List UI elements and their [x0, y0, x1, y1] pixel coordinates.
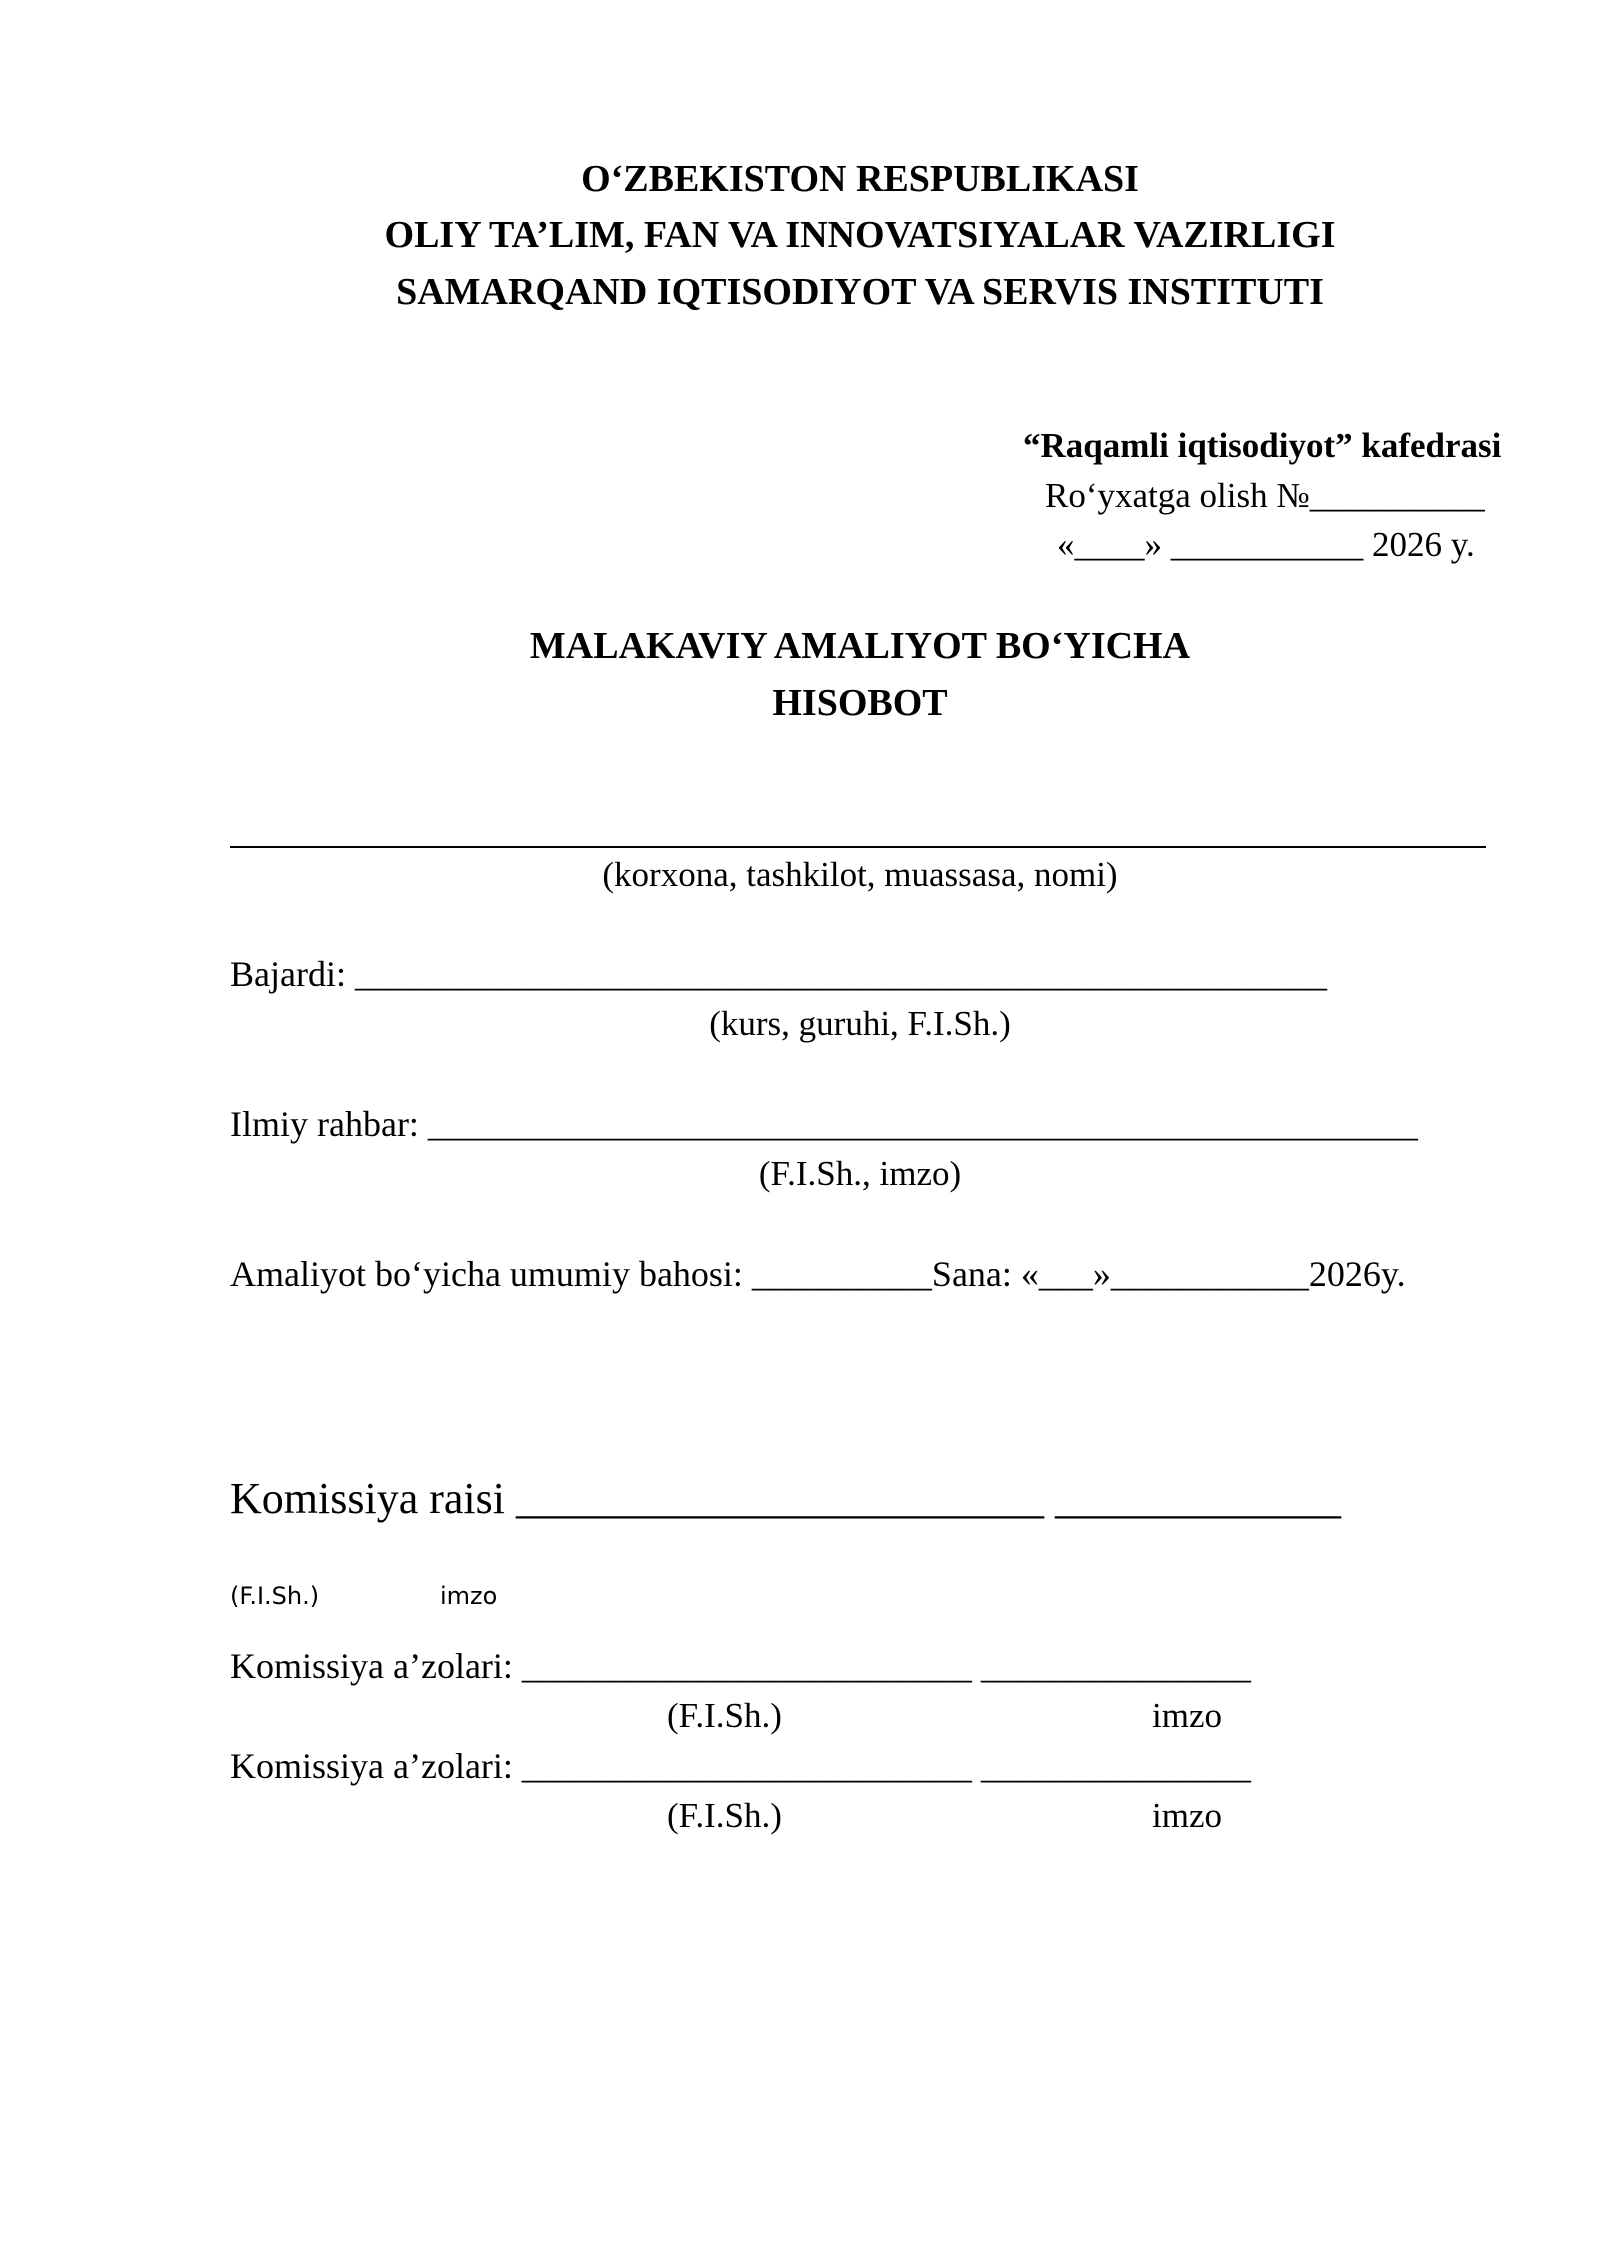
commission-member-name-caption: (F.I.Sh.) — [667, 1696, 782, 1735]
performer-field: Bajardi: ______________________________________________________ — [230, 954, 1327, 994]
header-line-3: SAMARQAND IQTISODIYOT VA SERVIS INSTITUTI — [396, 271, 1324, 313]
header-line-2: OLIY TA’LIM, FAN VA INNOVATSIYALAR VAZIRLIGI — [384, 214, 1336, 256]
supervisor-caption: (F.I.Sh., imzo) — [758, 1154, 962, 1193]
commission-member-name-caption: (F.I.Sh.) — [667, 1796, 782, 1835]
organization-name-line — [230, 846, 1486, 848]
commission-member-field: Komissiya a’zolari: _________________________ _______________ — [230, 1746, 1251, 1786]
report-title-line-2: HISOBOT — [772, 682, 948, 724]
registration-number: Ro‘yxatga olish №__________ — [1045, 476, 1485, 515]
commission-member-signature-caption: imzo — [1152, 1696, 1222, 1735]
supervisor-field: Ilmiy rahbar: _______________________________________________________ — [230, 1104, 1418, 1144]
commission-chair-signature-caption: imzo — [440, 1582, 498, 1610]
report-title-line-1: MALAKAVIY AMALIYOT BO‘YICHA — [529, 625, 1191, 667]
commission-member-signature-caption: imzo — [1152, 1796, 1222, 1835]
assessment-line: Amaliyot bo‘yicha umumiy bahosi: __________Sana: «___»___________2026y. — [230, 1254, 1406, 1294]
header-line-1: O‘ZBEKISTON RESPUBLIKASI — [581, 158, 1139, 200]
department-name: “Raqamli iqtisodiyot” kafedrasi — [1023, 426, 1502, 465]
performer-caption: (kurs, guruhi, F.I.Sh.) — [709, 1004, 1011, 1043]
commission-member-field: Komissiya a’zolari: _________________________ _______________ — [230, 1646, 1251, 1686]
registration-date: «____» ___________ 2026 y. — [1057, 525, 1475, 564]
commission-chair-field: Komissiya raisi ________________________ _____________ — [230, 1474, 1341, 1523]
organization-caption: (korxona, tashkilot, muassasa, nomi) — [602, 855, 1118, 894]
commission-chair-name-caption: (F.I.Sh.) — [230, 1582, 320, 1610]
